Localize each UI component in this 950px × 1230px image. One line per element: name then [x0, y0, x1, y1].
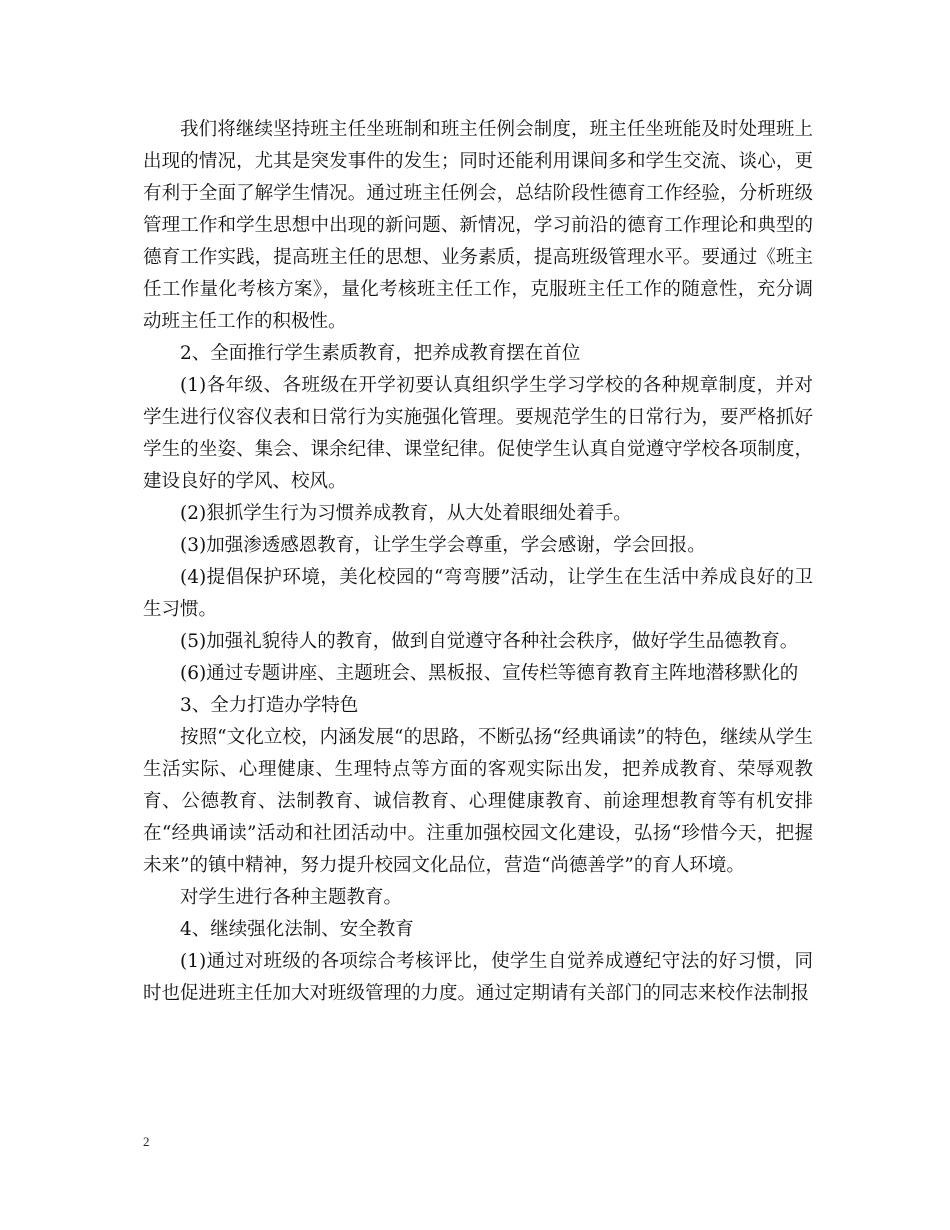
paragraph-item-6-lectures: (6)通过专题讲座、主题班会、黑板报、宣传栏等德育教育主阵地潜移默化的: [180, 663, 799, 684]
document-body: [143, 114, 813, 1010]
heading-school-features: 3、全力打造办学特色: [180, 695, 359, 716]
paragraph-item-2-habits: (2)狠抓学生行为习惯养成教育，从大处着眼细处着手。: [180, 503, 632, 524]
paragraph-item-1-rules: (1)各年级、各班级在开学初要认真组织学生学习学校的各种规章制度，并对学生进行仪容仪表和日常行为实施强化管理。要规范学生的日常行为，要严格抓好学生的坐姿、集会、课余纪律、课堂纪律。促使学生认真自觉遵守学校各项制度，建设良好的学风、校风。: [143, 375, 813, 492]
paragraph-item-4-environment: (4)提倡保护环境，美化校园的“弯弯腰”活动，让学生在生活中养成良好的卫生习惯。: [143, 567, 813, 620]
heading-legal-safety-education: 4、继续强化法制、安全教育: [180, 919, 414, 940]
paragraph-item-3-gratitude: (3)加强渗透感恩教育，让学生学会尊重，学会感谢，学会回报。: [180, 535, 706, 556]
paragraph-item-5-courtesy: (5)加强礼貌待人的教育，做到自觉遵守各种社会秩序，做好学生品德教育。: [180, 631, 799, 652]
paragraph-classic-reading: 按照“文化立校，内涵发展“的思路，不断弘扬“经典诵读”的特色，继续从学生生活实际、心理健康、生理特点等方面的客观实际出发，把养成教育、荣辱观教育、公德教育、法制教育、诚信教育、心理健康教育、前途理想教育等有机安排在“经典诵读”活动和社团活动中。注重加强校园文化建设，弘扬“珍惜今天，把握未来”的镇中精神，努力提升校园文化品位，营造“尚德善学”的育人环境。: [143, 727, 813, 876]
page-number: 2: [143, 1134, 150, 1149]
paragraph-class-teacher-system: 我们将继续坚持班主任坐班制和班主任例会制度，班主任坐班能及时处理班上出现的情况，尤其是突发事件的发生；同时还能利用课间多和学生交流、谈心，更有利于全面了解学生情况。通过班主任例会，总结阶段性德育工作经验，分析班级管理工作和学生思想中出现的新问题、新情况，学习前沿的德育工作理论和典型的德育工作实践，提高班主任的思想、业务素质，提高班级管理水平。要通过《班主任工作量化考核方案》，量化考核班主任工作，克服班主任工作的随意性，充分调动班主任工作的积极性。: [143, 119, 813, 332]
paragraph-theme-education: 对学生进行各种主题教育。: [180, 887, 403, 908]
heading-quality-education: 2、全面推行学生素质教育，把养成教育摆在首位: [180, 343, 581, 364]
paragraph-legal-item-1: (1)通过对班级的各项综合考核评比，使学生自觉养成遵纪守法的好习惯，同时也促进班主任加大对班级管理的力度。通过定期请有关部门的同志来校作法制报: [143, 951, 813, 1004]
